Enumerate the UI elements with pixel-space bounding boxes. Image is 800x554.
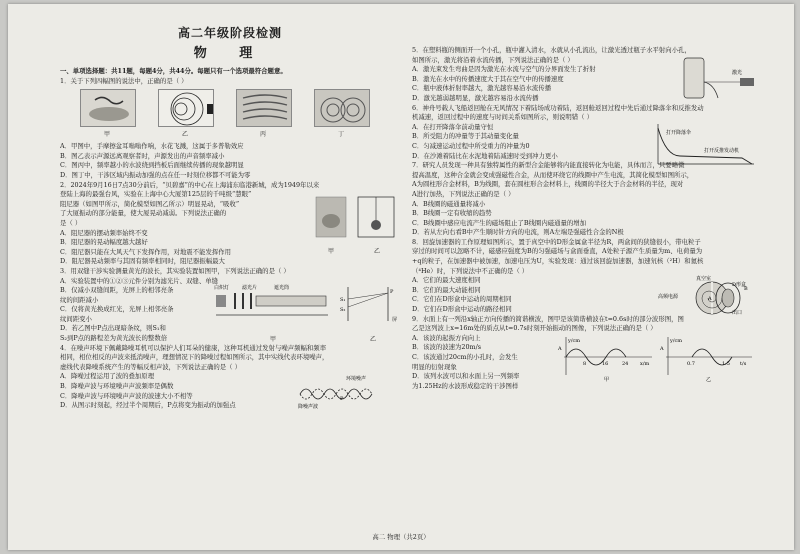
q7-option-b: B．B线圈一定有收缩的趋势	[412, 209, 492, 218]
section1-intro: 一、单项选择题：共11题，每题4分，共44分。每题只有一个选项最符合题意。	[60, 67, 287, 75]
q4-option-c: C．降噪声波与环境噪声声波的波速大小不相等	[60, 391, 193, 400]
q2-block	[60, 181, 400, 267]
q5-option-b: B．激光在水中的传播速度大于其在空气中的传播速度	[412, 74, 564, 83]
q9-graph-a-amp: A	[558, 345, 562, 352]
q2-option-c: C．阻尼器只能在大风天气下发挥作用，对地震不能发挥作用	[60, 247, 232, 256]
q3-option-b1: B．仅减小双缝间距，光屏上的相邻亮条	[60, 286, 174, 295]
q3-option-c2: 纹间距变小	[60, 314, 92, 323]
left-column	[60, 12, 400, 411]
q1-diffraction-photo	[236, 89, 292, 127]
q1-option-a: A．甲图中，手摩擦盆耳嗡嗡作响，水花飞溅，这属于多普勒效应	[60, 142, 244, 151]
q3-option-d1: D．若乙图中P点出现暗条纹，则S₁和	[60, 324, 166, 333]
q5-block	[412, 46, 758, 104]
q8-block	[412, 238, 758, 315]
q1-doppler-circles	[158, 89, 214, 127]
q5-option-c: C．瓶中液体折射率越大，激光越容易沿水流传播	[412, 84, 552, 93]
q2-option-d: D．阻尼器晃动频率与其固有频率相同时，阻尼器振幅最大	[60, 257, 225, 266]
q9-graph-b-label: 乙	[706, 376, 712, 383]
q6-option-c: C．匀减速运动过程中所受重力的冲量为0	[412, 141, 530, 150]
q2-line-5: 是（ ）	[60, 218, 82, 227]
q6-option-d: D．在沙滩着陆比在水泥地着陆减速时受到冲力更小	[412, 151, 558, 160]
q9-graph-b-ylabel: y/cm	[670, 337, 683, 344]
q9-option-d1: D．该列水波可以和水面上另一列频率	[412, 372, 520, 381]
svg-text:S₁: S₁	[340, 296, 346, 303]
q8-fig-text-exit: 出口	[732, 309, 743, 316]
q5-fig-text-laser: 激光	[732, 70, 743, 76]
q7-line-3: A为圆柱形合金材料，B为线圈，套在圆柱形合金材料上，线圈的半径大于合金材料的半径，现对	[412, 180, 684, 189]
q8-option-c: C．它们在D形盒中运动的周期相同	[412, 295, 512, 304]
q4-fig-text-noise: 环境噪声	[346, 375, 367, 382]
subject-title: 物 理	[193, 46, 267, 61]
q2-line-3: 阻尼器（如图甲所示，简化模型如图乙所示）明显晃动，“吸收”	[60, 199, 240, 208]
q1-label-c: 丙	[260, 131, 267, 139]
q2-line-1: 2．2024年9月16日7点30分前后，“贝碧嘉”的中心在上海浦东临港新城，成为1949年以来	[60, 180, 320, 189]
q2-line-4: 了大厦振动的部分能量，使大厦晃动减弱。下列说法正确的	[60, 209, 227, 218]
q8-line-4: （⁴He）时，下列说法中不正确的是（ ）	[412, 266, 529, 275]
right-column	[412, 12, 758, 391]
q8-line-2: 穿过的时间可以忽略不计，磁感应强度为B的匀强磁场与盒面垂直，A处粒子源产生质量为m、电荷量为	[412, 247, 703, 256]
q9-graph-a-ylabel: y/cm	[568, 337, 581, 344]
q5-line-2: 如图所示，激光将沿着水流传播，下列说法正确的是（ ）	[412, 55, 574, 64]
svg-text:P: P	[340, 395, 344, 402]
q9-graph-b-tick-2: 1.5	[722, 360, 730, 367]
q8-fig-text-dee: D形盒	[732, 281, 747, 288]
q9-option-b: B．该波的波速为20m/s	[412, 343, 482, 352]
q7-coil-figure	[708, 280, 758, 316]
q1-label-a: 甲	[104, 131, 111, 139]
exam-sheet	[8, 4, 794, 550]
q3-option-a: A．实验装置中的①②③元件分别为滤光片、双缝、单缝	[60, 276, 218, 285]
q4-noise-waves	[296, 374, 400, 410]
q3-fig-text-filter: 滤光片	[242, 284, 258, 291]
q2-damper-figure	[314, 193, 398, 245]
q2-label-a: 甲	[328, 247, 335, 255]
q9-option-c1: C．该波通过20cm的小孔时，会发生	[412, 353, 518, 361]
q9-graph-b-xlabel: t/s	[740, 360, 747, 367]
q9-graph-b-amp: A	[660, 345, 664, 352]
q3-block	[60, 267, 400, 344]
q3-option-d2: S₂到P点的路程差为黄光波长的整数倍	[60, 334, 168, 343]
q5-option-a: A．激光束发生弯曲是因为激光在水流与空气的分界面发生了折射	[412, 65, 596, 74]
q4-block	[60, 344, 400, 411]
exam-title: 高二年级阶段检测	[177, 26, 282, 40]
q7-option-c: C．B线圈中感应电流产生的磁场阻止了B线圈内磁通量的增加	[412, 218, 587, 227]
q4-fig-text-anti: 降噪声波	[298, 403, 319, 410]
q6-line-1: 6．神舟号载人飞船返回舱在无风情况下着陆场成功着陆，返回舱返回过程中先后通过降落伞和反推发动	[412, 103, 704, 112]
q2-option-a: A．阻尼器的摆动频率始终不变	[60, 228, 148, 237]
q9-line-1: 9．水面上有一列沿x轴正方向传播的简谐横波，图甲是该简谐横波在t=0.6s时的部分波形图，图	[412, 314, 684, 323]
q1-option-c: C．图丙中，频率越小的水波绕到挡板后面继续传播的现象越明显	[60, 161, 244, 170]
q5-option-d: D．激光越弱越明显，激光越容易沿水流传播	[412, 93, 539, 102]
q4-option-d: D．从图示时刻起，经过半个周期后，P点将变为振动的加强点	[60, 401, 236, 410]
q3-fig-text-tube: 遮光筒	[274, 284, 290, 291]
q9-graph-a-xlabel: x/m	[640, 360, 650, 367]
q8-option-a: A．它们的最大速度相同	[412, 276, 481, 285]
q1-option-d: D．图丁中，干涉区域内振动加强的点在任一时刻位移都不可能为零	[60, 170, 251, 179]
q6-option-a: A．在打开降落伞前动量守恒	[412, 122, 494, 131]
q1-option-b: B．图乙表示声源远离观察者时，声源发出的声音频率减小	[60, 151, 225, 160]
q5-bottle-figure	[674, 52, 758, 102]
svg-text:P: P	[390, 288, 394, 295]
q4-option-a: A．降噪过程运用了波的叠加原理	[60, 372, 155, 381]
q9-option-c2: 明显的衍射现象	[412, 362, 457, 371]
q4-option-b: B．降噪声波与环境噪声声波频率是偶数	[60, 382, 174, 391]
q2-option-b: B．阻尼器的晃动幅度越大越好	[60, 238, 148, 247]
q9-graphs	[556, 335, 756, 383]
q1-figures	[60, 89, 400, 139]
q7-fig-text-b: B	[744, 286, 748, 292]
q2-label-b: 乙	[374, 247, 381, 255]
q1-label-d: 丁	[338, 131, 345, 139]
q9-option-a: A．该波的起振方向向上	[412, 333, 481, 342]
q9-graph-b-tick-1: 0.7	[687, 360, 695, 367]
q1-stem: 1．关于下列四幅图的说法中，正确的是（ ）	[60, 76, 188, 85]
q3-double-slit-figure	[212, 281, 402, 327]
q1-label-b: 乙	[182, 131, 189, 139]
page-footer: 高二 物理（共2页）	[372, 533, 430, 541]
q3-label-b: 乙	[370, 335, 377, 343]
q9-line-2: 乙是这列波上x=16m处的质点从t=0.7s时刻开始振动的图像，下列说法正确的是（ ）	[412, 324, 657, 333]
q6-fig-text-engine: 打开反推发动机	[704, 147, 740, 154]
q3-option-b2: 纹的间距减小	[60, 295, 99, 304]
q8-line-1: 8．回旋加速器的工作原理如图所示，置于真空中的D形金属盒半径为R，两盒间的狭缝很小，带电粒子	[412, 237, 701, 246]
q8-fig-text-vacuum: 真空室	[696, 275, 712, 282]
q7-line-1: 7．研究人员发现一种具有独特属性的新型合金能够将内能直接转化为电能，具体而言，只要略微	[412, 161, 685, 170]
q7-option-d: D．若从左向右看B中产生顺时针方向的电流，则A左端是强磁性合金的N极	[412, 228, 624, 237]
q9-option-d2: 为1.25Hz的水波形成稳定的干涉图样	[412, 381, 519, 390]
q7-line-2: 提高温度，这种合金就会变成强磁性合金，从而使环绕它的线圈中产生电流，其简化模型如图所示，	[412, 170, 694, 179]
q2-line-2: 登陆上海的最强台风，实验在上海中心大厦第125层的千吨级“慧眼”	[60, 190, 252, 199]
q3-option-c1: C．仅将黄光换成红光，光屏上相邻亮条	[60, 305, 174, 314]
q6-block	[412, 104, 758, 162]
q7-line-4: A进行加热，下列说法正确的是（ ）	[412, 189, 515, 198]
q3-fig-text-lamp: 白炽灯	[214, 284, 230, 291]
q3-fig-text-screen: 屏	[392, 316, 398, 323]
q1-interference-photo	[314, 89, 370, 127]
q8-fig-text-power: 高频电源	[658, 293, 679, 300]
q4-line-2: 相同，相位相反的声波来抵消噪声，理想情况下的降噪过程如图所示，其中实线代表环境噪声，	[60, 353, 329, 362]
q3-label-a: 甲	[270, 335, 277, 343]
q6-option-b: B．所受阻力的冲量等于其动量变化量	[412, 132, 519, 141]
q1-photo-basin	[80, 89, 136, 127]
q6-line-2: 机减速，返回过程中的速度与时间关系如图所示，则说明错（ ）	[412, 113, 593, 122]
q9-graph-a-tick-3: 24	[622, 360, 629, 367]
q7-fig-text-a: A	[708, 296, 712, 302]
q8-option-b: B．它们的最大动能相同	[412, 285, 481, 294]
q4-line-3: 虚线代表降噪系统产生的等幅反相声波，下列说法正确的是（ ）	[60, 362, 241, 371]
q7-block	[412, 161, 758, 238]
q7-option-a: A．B线圈的磁通量将减小	[412, 199, 486, 208]
q9-graph-a-tick-1: 8	[583, 360, 587, 367]
q3-stem: 3．用双缝干涉实验测量黄光的波长，其实验装置如图甲，下列说法正确的是（ ）	[60, 266, 290, 275]
q8-option-d: D．它们在D形盒中运动的路径相同	[412, 305, 512, 314]
q8-line-3: +q的粒子，在加速器中被加速，加速电压为U，实验发现：通过该回旋加速器，加速氘核（²H）和氦核	[412, 257, 704, 266]
q9-block	[412, 315, 758, 392]
q6-fig-text-chute: 打开降落伞	[666, 129, 692, 136]
q9-graph-a-label: 甲	[604, 376, 610, 383]
q4-line-1: 4．在噪声环境下佩戴降噪耳机可以保护人们耳朵的健康，这种耳机通过发射与噪声频幅和频率	[60, 343, 327, 352]
svg-text:S₂: S₂	[340, 306, 346, 313]
q5-line-1: 5．在塑料瓶的侧面开一个小孔，瓶中灌入清水，水就从小孔流出，让激光透过瓶子水平射向小孔，	[412, 46, 691, 54]
q9-graph-a-tick-2: 16	[602, 360, 609, 367]
